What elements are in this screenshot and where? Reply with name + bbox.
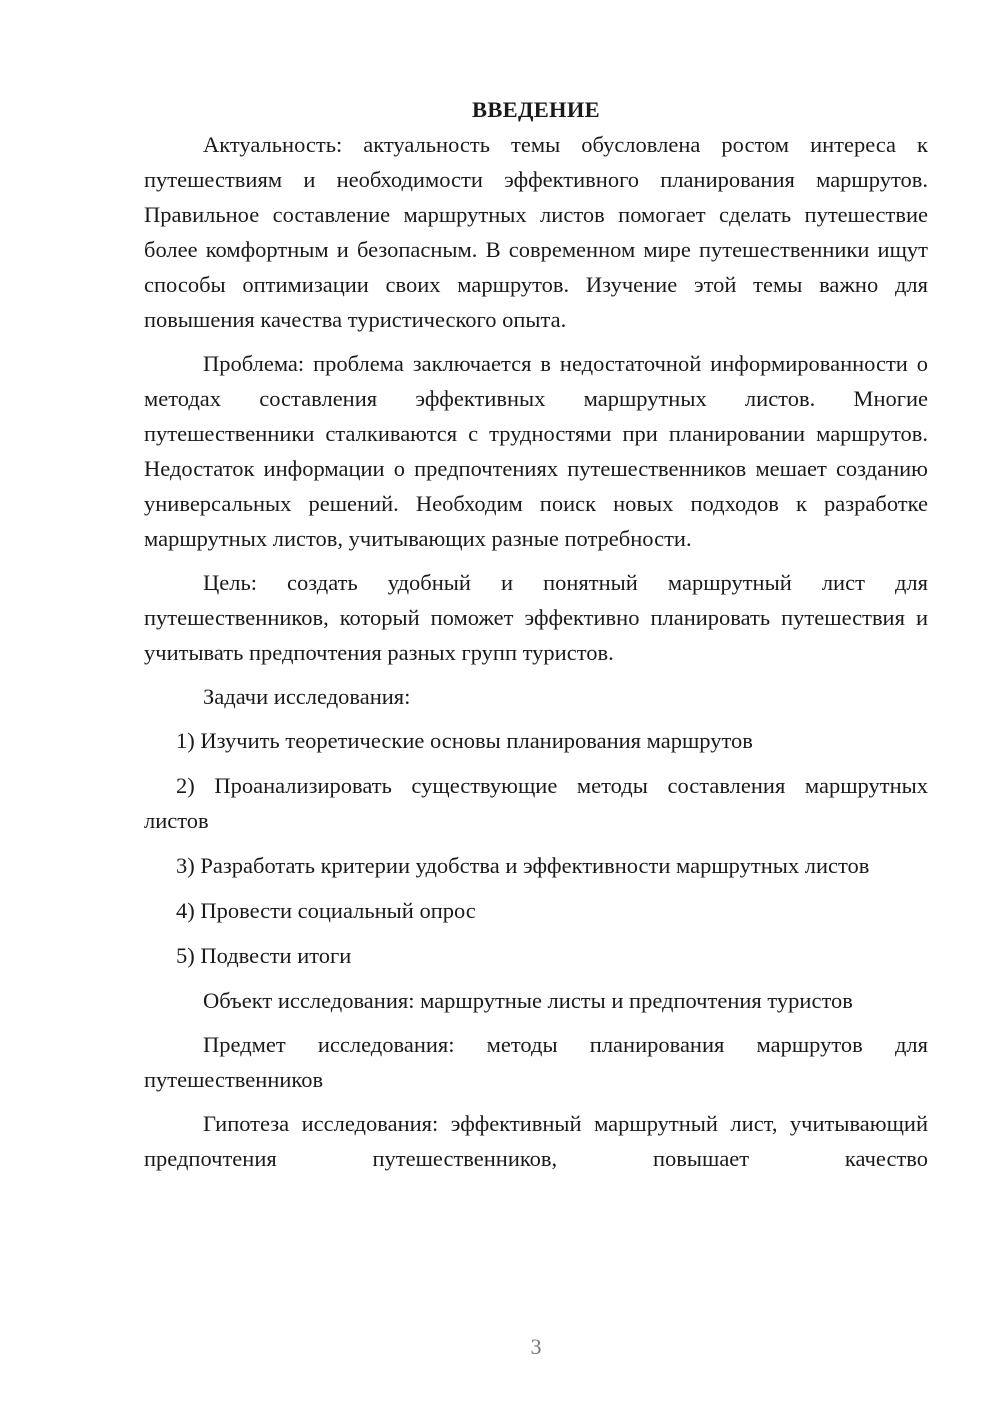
goal-paragraph: Цель: создать удобный и понятный маршрутный лист для путешественников, который поможет эффективно планировать путешествия и учитывать предпочтения разных групп туристов. [144, 570, 928, 665]
task-item: 4) Провести социальный опрос [176, 898, 476, 923]
object-paragraph: Объект исследования: маршрутные листы и предпочтения туристов [203, 988, 853, 1013]
task-item: 1) Изучить теоретические основы планирования маршрутов [176, 728, 753, 753]
document-page [144, 92, 928, 1185]
relevance-paragraph: Актуальность: актуальность темы обусловлена ростом интереса к путешествиям и необходимости эффективного планирования маршрутов. Правильное составление маршрутных листов помогает сделать путешествие более комфортным и безопасным. В современном мире путешественники ищут способы оптимизации своих маршрутов. Изучение этой темы важно для повышения качества туристического опыта. [144, 132, 928, 332]
subject-paragraph: Предмет исследования: методы планирования маршрутов для путешественников [144, 1032, 928, 1092]
problem-paragraph: Проблема: проблема заключается в недостаточной информированности о методах составления эффективных маршрутных листов. Многие путешественники сталкиваются с трудностями при планировании маршрутов. Недостаток информации о предпочтениях путешественников мешает созданию универсальных решений. Необходим поиск новых подходов к разработке маршрутных листов, учитывающих разные потребности. [144, 351, 928, 551]
page-number: 3 [530, 1334, 542, 1359]
hypothesis-paragraph: Гипотеза исследования: эффективный маршрутный лист, учитывающий предпочтения путешественников, повышает качество [144, 1111, 928, 1171]
task-item: 2) Проанализировать существующие методы составления маршрутных листов [144, 773, 928, 833]
tasks-title: Задачи исследования: [203, 684, 411, 709]
task-item: 3) Разработать критерии удобства и эффективности маршрутных листов [176, 853, 870, 878]
task-item: 5) Подвести итоги [176, 943, 352, 968]
page-title: ВВЕДЕНИЕ [472, 97, 600, 122]
